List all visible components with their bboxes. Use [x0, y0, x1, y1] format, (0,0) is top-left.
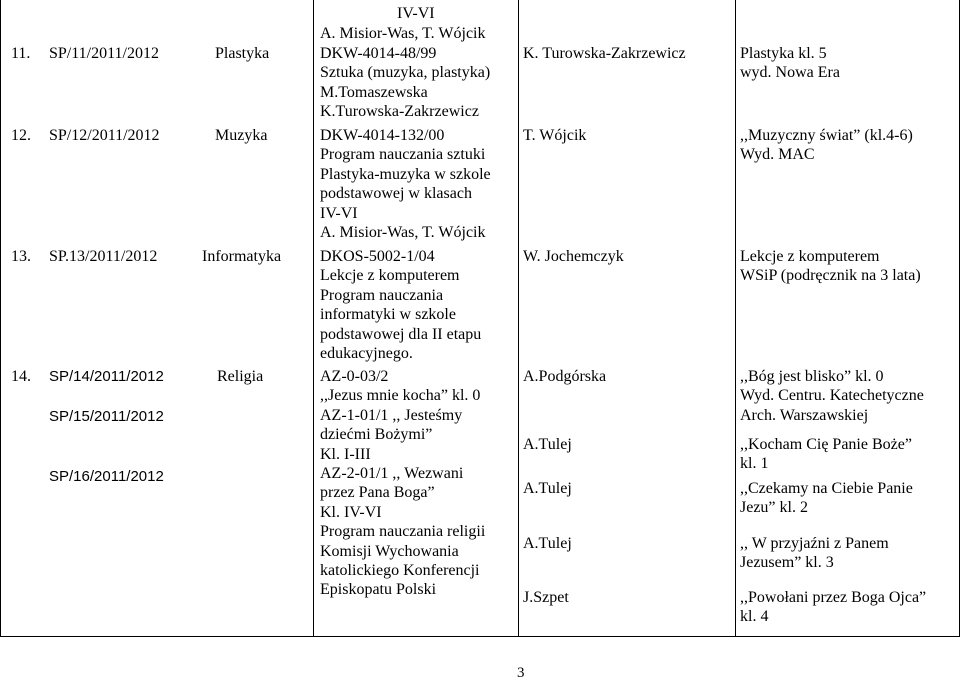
textbook-line: ,,Muzyczny świat” (kl.4-6) — [740, 127, 913, 144]
textbook-line: ,, W przyjaźni z Panem — [740, 535, 889, 552]
program-line: Kl. IV-VI — [320, 503, 382, 521]
program-line: podstawowej w klasach — [320, 185, 472, 203]
row-program — [320, 247, 481, 363]
program-line: Program nauczania — [320, 286, 444, 304]
program-line: Sztuka (muzyka, plastyka) — [320, 64, 491, 82]
column-divider-program — [313, 0, 314, 636]
row-textbook — [740, 479, 913, 518]
textbook-line: wyd. Nowa Era — [740, 64, 840, 82]
textbook-line: WSiP (podręcznik na 3 lata) — [740, 267, 921, 285]
program-line: Lekcje z komputerem — [320, 267, 460, 285]
row-code: SP.13/2011/2012 — [49, 248, 158, 265]
row-number: 12. — [11, 127, 31, 144]
textbook-line: Arch. Warszawskiej — [740, 406, 869, 424]
textbook-line: ,,Bóg jest blisko” kl. 0 — [740, 368, 884, 385]
program-line: Program nauczania sztuki — [320, 146, 486, 164]
program-line: katolickiego Konferencji — [320, 562, 480, 580]
program-line: AZ-1-01/1 ,, Jesteśmy — [320, 406, 463, 424]
table-border-bottom — [0, 636, 960, 637]
row-number: 13. — [11, 248, 31, 265]
row-teacher: W. Jochemczyk — [523, 248, 624, 265]
program-line: dziećmi Bożymi” — [320, 426, 433, 444]
row-textbook — [740, 247, 921, 286]
row-textbook — [740, 435, 912, 474]
program-line: IV-VI — [320, 204, 358, 222]
row-teacher: A.Tulej — [523, 436, 572, 453]
row-code: SP/16/2011/2012 — [49, 468, 164, 485]
row-textbook — [740, 588, 926, 627]
program-line: przez Pana Boga” — [320, 484, 435, 502]
row-program — [320, 44, 490, 122]
row-teacher: A.Tulej — [523, 535, 572, 552]
program-line: informatyki w szkole — [320, 306, 456, 324]
program-line: DKW-4014-48/99 — [320, 45, 437, 62]
row-program — [320, 126, 491, 242]
row-teacher: A.Podgórska — [523, 368, 607, 385]
textbook-line: Plastyka kl. 5 — [740, 45, 827, 62]
row-textbook — [740, 534, 889, 573]
program-line: DKW-4014-132/00 — [320, 127, 445, 144]
column-divider-teacher — [518, 0, 519, 636]
program-line: K.Turowska-Zakrzewicz — [320, 103, 479, 121]
row-code: SP/12/2011/2012 — [49, 127, 160, 144]
program-line: ,,Jezus mnie kocha” kl. 0 — [320, 387, 481, 405]
row-teacher: A.Tulej — [523, 480, 572, 497]
program-line: Program nauczania religii — [320, 523, 486, 541]
page-number: 3 — [517, 665, 525, 681]
program-line: Kl. I-III — [320, 445, 371, 463]
program-line: IV-VI — [397, 5, 435, 22]
column-divider-textbook — [735, 0, 736, 636]
row-code: SP/15/2011/2012 — [49, 408, 164, 425]
textbook-line: Wyd. Centru. Katechetyczne — [740, 387, 924, 405]
row-subject: Plastyka — [215, 45, 270, 62]
textbook-line: ,,Powołani przez Boga Ojca” — [740, 589, 927, 606]
row-number: 11. — [11, 45, 31, 62]
program-line: A. Misior-Was, T. Wójcik — [320, 25, 486, 42]
row-code: SP/14/2011/2012 — [49, 368, 164, 385]
program-line: AZ-0-03/2 — [320, 368, 389, 385]
row-number: 14. — [11, 368, 31, 385]
row-textbook — [740, 126, 913, 165]
row-textbook — [740, 44, 840, 83]
program-line: M.Tomaszewska — [320, 83, 428, 101]
textbook-line: kl. 1 — [740, 455, 769, 473]
row-teacher: K. Turowska-Zakrzewicz — [523, 45, 686, 62]
table-border-left — [0, 0, 1, 636]
program-line: DKOS-5002-1/04 — [320, 248, 435, 265]
textbook-line: Lekcje z komputerem — [740, 248, 880, 265]
row-program — [320, 367, 485, 600]
program-line: AZ-2-01/1 ,, Wezwani — [320, 465, 464, 483]
row-teacher: J.Szpet — [523, 589, 569, 606]
row-subject: Muzyka — [215, 127, 268, 144]
textbook-line: ,,Kocham Cię Panie Boże” — [740, 436, 912, 453]
textbook-line: ,,Czekamy na Ciebie Panie — [740, 480, 913, 497]
row-textbook — [740, 367, 924, 425]
textbook-line: kl. 4 — [740, 608, 769, 626]
row-subject: Religia — [217, 368, 264, 385]
program-line: Plastyka-muzyka w szkole — [320, 165, 491, 183]
program-line: edukacyjnego. — [320, 345, 413, 363]
textbook-line: Wyd. MAC — [740, 146, 815, 164]
row-subject: Informatyka — [202, 248, 282, 265]
program-line: A. Misior-Was, T. Wójcik — [320, 224, 486, 242]
program-line: Komisji Wychowania — [320, 542, 459, 560]
program-line: podstawowej dla II etapu — [320, 325, 482, 343]
textbook-line: Jezu” kl. 2 — [740, 499, 808, 517]
program-line: Episkopatu Polski — [320, 581, 437, 599]
row-code: SP/11/2011/2012 — [49, 45, 159, 62]
textbook-line: Jezusem” kl. 3 — [740, 554, 834, 572]
row-teacher: T. Wójcik — [523, 127, 587, 144]
